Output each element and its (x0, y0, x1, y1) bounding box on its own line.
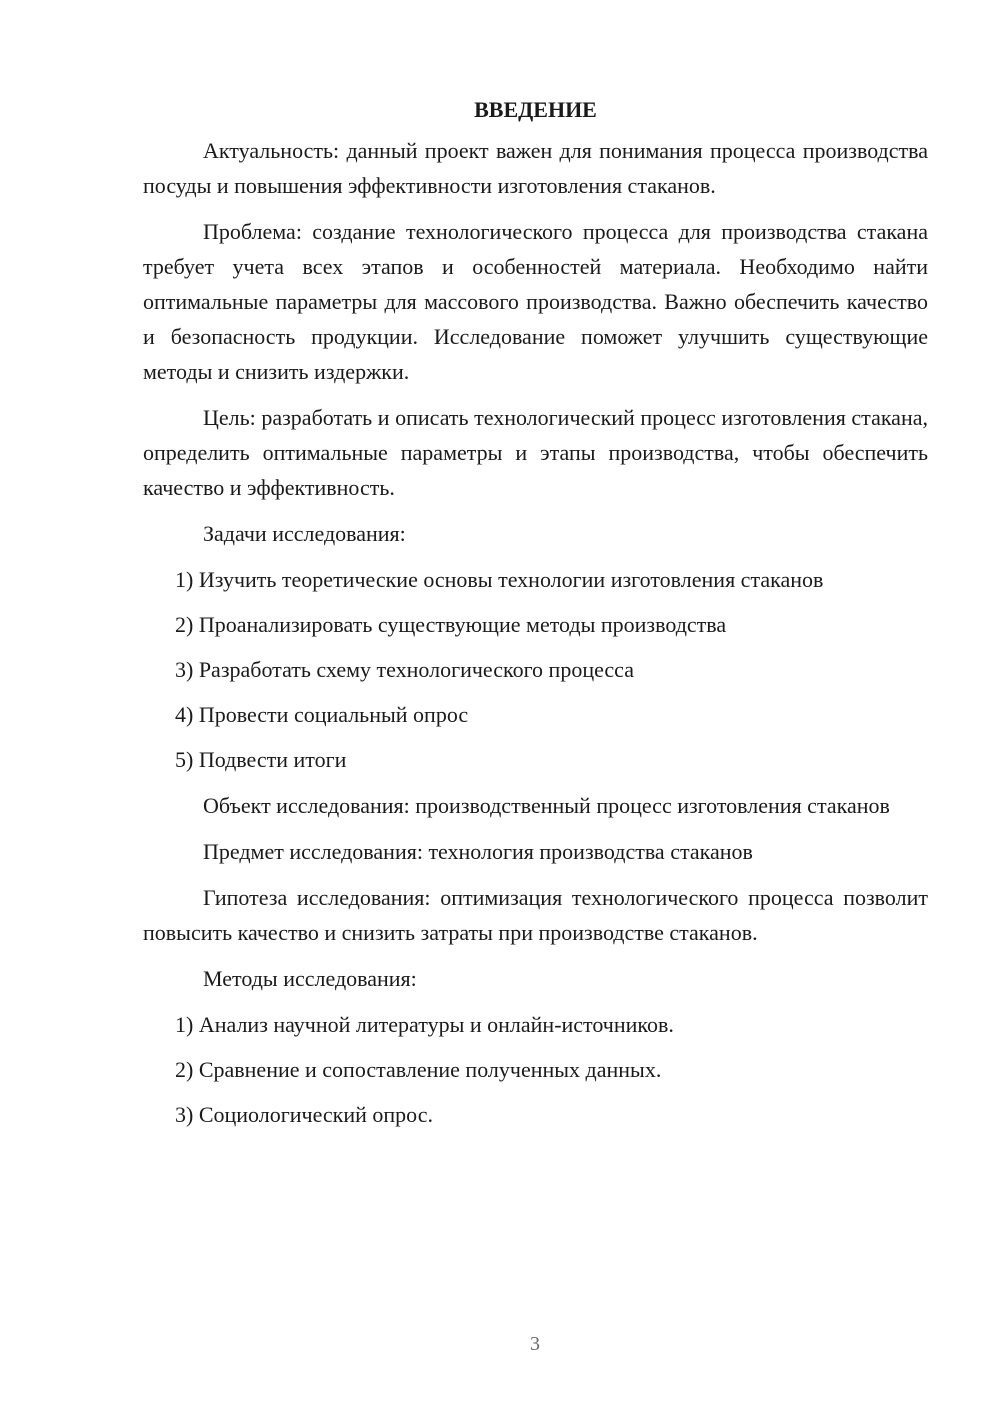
tasks-heading: Задачи исследования: (203, 521, 406, 546)
problem-paragraph: Проблема: создание технологического процесса для производства стакана требует учета всех этапов и особенностей материала. Необходимо найти оптимальные параметры для массового производства. Важно обеспечить качество и безопасность продукции. Исследование поможет улучшить существующие методы и снизить издержки. (143, 219, 928, 384)
page-title: ВВЕДЕНИЕ (474, 97, 597, 122)
tasks-list (143, 562, 928, 777)
task-item: 5) Подвести итоги (175, 747, 347, 772)
document-page (143, 95, 928, 1143)
methods-heading: Методы исследования: (203, 966, 417, 991)
method-item: 1) Анализ научной литературы и онлайн-источников. (175, 1012, 674, 1037)
object-paragraph: Объект исследования: производственный процесс изготовления стаканов (203, 793, 890, 818)
goal-paragraph: Цель: разработать и описать технологический процесс изготовления стакана, определить оптимальные параметры и этапы производства, чтобы обеспечить качество и эффективность. (143, 405, 928, 500)
method-item: 2) Сравнение и сопоставление полученных данных. (175, 1057, 662, 1082)
hypothesis-paragraph: Гипотеза исследования: оптимизация технологического процесса позволит повысить качество и снизить затраты при производстве стаканов. (143, 885, 928, 945)
task-item: 3) Разработать схему технологического процесса (175, 657, 634, 682)
method-item: 3) Социологический опрос. (175, 1102, 433, 1127)
task-item: 2) Проанализировать существующие методы производства (175, 612, 727, 637)
subject-paragraph: Предмет исследования: технология производства стаканов (203, 839, 753, 864)
methods-list (143, 1007, 928, 1132)
relevance-paragraph: Актуальность: данный проект важен для понимания процесса производства посуды и повышения эффективности изготовления стаканов. (143, 138, 928, 198)
page-number: 3 (530, 1333, 540, 1355)
task-item: 4) Провести социальный опрос (175, 702, 469, 727)
task-item: 1) Изучить теоретические основы технологии изготовления стаканов (175, 567, 824, 592)
